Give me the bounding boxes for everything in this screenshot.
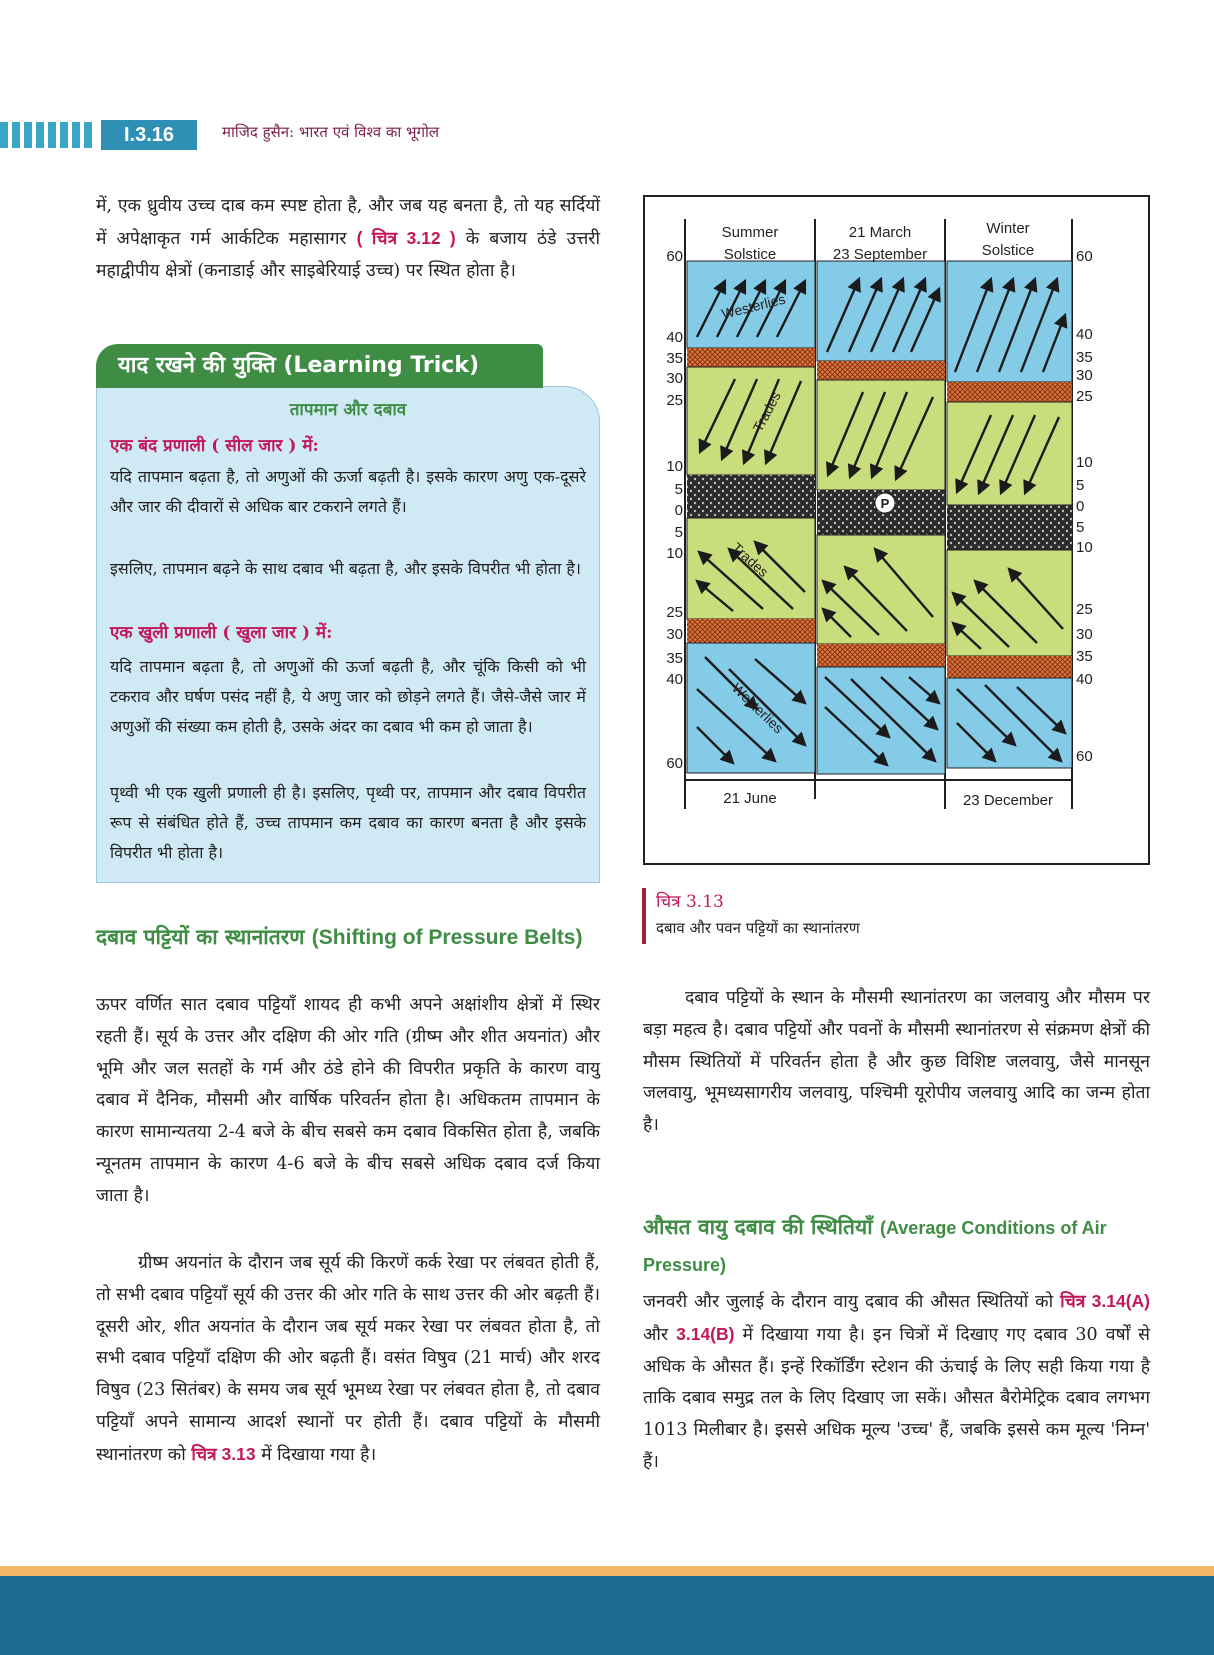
left-tick-3: 30 xyxy=(666,370,683,387)
figure-caption-number: चित्र 3.13 xyxy=(656,892,724,912)
right-tick-6: 5 xyxy=(1076,477,1085,494)
westerlies-belt-north-winter xyxy=(947,261,1072,382)
pole-marker-label: P xyxy=(880,496,890,511)
column-winter-solstice xyxy=(947,261,1072,768)
right-tick-1: 40 xyxy=(1076,326,1093,343)
right-tick-2: 35 xyxy=(1076,349,1093,366)
section-shifting-heading xyxy=(96,921,606,954)
left-tick-12: 35 xyxy=(666,650,683,667)
westerlies-label-north: Westerlies xyxy=(719,290,787,322)
left-tick-7: 0 xyxy=(674,502,683,519)
header-stripe-4 xyxy=(36,122,44,148)
westerlies-label-south: Westerlies xyxy=(728,679,787,737)
left-tick-13: 40 xyxy=(666,671,683,688)
section-shifting-para-1: ऊपर वर्णित सात दबाव पट्टियाँ शायद ही कभी अपने अक्षांशीय क्षेत्रों में स्थिर रहती हैं। सूर्य के उत्तर और दक्षिण की ओर गति (ग्रीष्म और शीत अयनांत) और भूमि और जल सतहों के गर्म और ठंडे होने की विपरीत प्रकृति के कारण वायु दबाव में दैनिक, मौसमी और वार्षिक परिवर्तन होता है। अधिकतम तापमान के कारण सामान्यतया 2-4 बजे के बीच सबसे कम दबाव विकसित होता है, जबकि न्यूनतम तापमान के कारण 4-6 बजे के बीच सबसे अधिक दबाव दर्ज किया जाता है। xyxy=(96,995,600,1206)
figure-ref-3-14b[interactable]: 3.14(B) xyxy=(676,1323,735,1344)
section-average-para-head: जनवरी और जुलाई के दौरान वायु दबाव की औसत स्थितियों को xyxy=(643,1292,1054,1312)
right-tick-4: 25 xyxy=(1076,388,1093,405)
col-title-winter-1: Winter xyxy=(986,220,1030,237)
trades-label-south: Trades xyxy=(728,539,772,581)
left-tick-2: 35 xyxy=(666,350,683,367)
closed-system-para-2: इसलिए, तापमान बढ़ने के साथ दबाव भी बढ़ता है, और इसके विपरीत भी होता है। xyxy=(110,559,581,578)
open-system-para-2: पृथ्वी भी एक खुली प्रणाली ही है। इसलिए, पृथ्वी पर, तापमान और दबाव विपरीत रूप से संबंधित होते हैं, उच्च तापमान कम दबाव का कारण बनता है और इसके विपरीत भी होता है। xyxy=(110,783,586,862)
right-tick-7: 0 xyxy=(1076,498,1085,515)
closed-system-heading: एक बंद प्रणाली ( सील जार ) में: xyxy=(110,436,319,456)
left-tick-1: 40 xyxy=(666,329,683,346)
seasonal-shift-para: दबाव पट्टियों के स्थान के मौसमी स्थानांतरण का जलवायु और मौसम पर बड़ा महत्व है। दबाव पट्टियों और पवनों के मौसमी स्थानांतरण से संक्रमण क्षेत्रों की मौसम स्थितियों में परिवर्तन होता है और कुछ विशिष्ट जलवायु, जैसे मानसून जलवायु, भूमध्यसागरीय जलवायु, पश्चिमी यूरोपीय जलवायु आदि का जन्म होता है। xyxy=(643,988,1150,1136)
header-stripe-7 xyxy=(72,122,80,148)
trades-belt-north-summer xyxy=(687,367,815,475)
high-belt-north-summer xyxy=(687,348,815,367)
learning-trick-title: याद रखने की युक्ति (Learning Trick) xyxy=(96,344,543,388)
high-belt-north-winter xyxy=(947,382,1072,402)
closed-system-para-1: यदि तापमान बढ़ता है, तो अणुओं की ऊर्जा बढ़ती है। इसके कारण अणु एक-दूसरे और जार की दीवारों से अधिक बार टकराने लगते हैं। xyxy=(110,467,586,516)
section-shifting-para-2 xyxy=(96,1248,600,1472)
left-tick-9: 10 xyxy=(666,545,683,562)
col-title-summer-2: Solstice xyxy=(723,246,777,263)
learning-trick-heading: तापमान और दबाव xyxy=(289,400,407,420)
caption-accent-bar xyxy=(642,888,646,944)
high-belt-south-equinox xyxy=(817,644,945,667)
pressure-belts-diagram xyxy=(645,197,1148,863)
section-shifting-para-2-text: ग्रीष्म अयनांत के दौरान जब सूर्य की किरणें कर्क रेखा पर लंबवत होती हैं, तो सभी दबाव पट्टियाँ सूर्य की उत्तर की ओर गति के साथ उत्तर की ओर बढ़ती हैं। दूसरी ओर, शीत अयनांत के दौरान जब सूर्य मकर रेखा पर लंबवत होता है, तो सभी दबाव पट्टियाँ दक्षिण की ओर बढ़ती हैं। वसंत विषुव (21 मार्च) और शरद विषुव (23 सितंबर) के समय जब सूर्य भूमध्य रेखा पर लंबवत होता है, तो दबाव पट्टियाँ अपने सामान्य आदर्श स्थानों पर होती हैं। दबाव पट्टियों के मौसमी स्थानांतरण को xyxy=(96,1253,600,1465)
trades-belt-south-equinox xyxy=(817,535,945,644)
figure-ref-3-13[interactable]: चित्र 3.13 xyxy=(191,1443,256,1464)
footer-accent-line xyxy=(0,1566,1214,1576)
bottom-label-june: 21 June xyxy=(723,790,777,807)
trades-belt-north-equinox xyxy=(817,380,945,490)
left-tick-8: 5 xyxy=(674,524,683,541)
doldrums-winter xyxy=(947,505,1072,550)
bottom-label-december: 23 December xyxy=(962,792,1054,809)
header-stripe-8 xyxy=(84,122,92,148)
right-latitude-ticks xyxy=(1076,248,1093,765)
right-tick-11: 30 xyxy=(1076,626,1093,643)
figure-ref-3-12[interactable]: ( चित्र 3.12 ) xyxy=(356,227,456,248)
figure-caption-text: दबाव और पवन पट्टियों का स्थानांतरण xyxy=(656,919,860,937)
figure-ref-3-14a[interactable]: चित्र 3.14(A) xyxy=(1060,1291,1150,1311)
trades-belt-north-winter xyxy=(947,402,1072,505)
open-system-heading: एक खुली प्रणाली ( खुला जार ) में: xyxy=(110,623,333,643)
page-number: I.3.16 xyxy=(101,120,197,150)
right-tick-13: 40 xyxy=(1076,671,1093,688)
left-tick-14: 60 xyxy=(666,755,683,772)
left-tick-11: 30 xyxy=(666,626,683,643)
section-average-heading-en: (Average Conditions of Air Pressure) xyxy=(643,1218,1107,1275)
col-title-winter-2: Solstice xyxy=(981,242,1035,259)
intro-paragraph xyxy=(96,191,600,287)
intro-tail: के बजाय ठंडे उत्तरी महाद्वीपीय क्षेत्रों (कनाडाई और साइबेरियाई उच्च) पर स्थित होता है। xyxy=(96,228,600,281)
high-belt-south-winter xyxy=(947,656,1072,678)
right-tick-12: 35 xyxy=(1076,648,1093,665)
high-belt-north-equinox xyxy=(817,361,945,380)
intro-text: में, एक ध्रुवीय उच्च दाब कम स्पष्ट होता है, और जब यह बनता है, तो यह सर्दियों में अपेक्षाकृत गर्म आर्कटिक महासागर xyxy=(96,196,600,249)
header-stripe-2 xyxy=(12,122,20,148)
trades-label-north: Trades xyxy=(749,388,784,435)
section-shifting-heading-hi: दबाव पट्टियों का स्थानांतरण xyxy=(96,925,305,949)
doldrums-summer xyxy=(687,475,815,518)
right-tick-9: 10 xyxy=(1076,539,1093,556)
col-title-equinox-2: 23 September xyxy=(832,246,928,263)
header-stripe-6 xyxy=(60,122,68,148)
section-average-para-mid: और xyxy=(643,1324,677,1345)
footer-band xyxy=(0,1576,1214,1655)
left-tick-4: 25 xyxy=(666,392,683,409)
right-tick-0: 60 xyxy=(1076,248,1093,265)
left-tick-10: 25 xyxy=(666,604,683,621)
right-tick-10: 25 xyxy=(1076,601,1093,618)
high-belt-south-summer xyxy=(687,619,815,643)
col-title-summer-1: Summer xyxy=(721,224,779,241)
figure-3-13-frame xyxy=(643,195,1150,865)
right-tick-14: 60 xyxy=(1076,748,1093,765)
right-tick-5: 10 xyxy=(1076,454,1093,471)
right-tick-3: 30 xyxy=(1076,367,1093,384)
header-stripe-5 xyxy=(48,122,56,148)
column-equinox xyxy=(817,261,945,774)
section-average-para xyxy=(643,1286,1150,1479)
header-stripe-1 xyxy=(0,122,8,148)
section-shifting-heading-en: (Shifting of Pressure Belts) xyxy=(311,926,583,949)
westerlies-belt-north-equinox xyxy=(817,261,945,361)
header-stripe-3 xyxy=(24,122,32,148)
open-system-para-1: यदि तापमान बढ़ता है, तो अणुओं की ऊर्जा बढ़ती है, और चूंकि किसी को भी टकराव और घर्षण पसंद नहीं है, ये अणु जार को छोड़ने लगते हैं। जैसे-जैसे जार में अणुओं की संख्या कम होती है, उसके अंदर का दबाव भी कम हो जाता है। xyxy=(110,657,586,736)
section-average-heading-hi: औसत वायु दबाव की स्थितियाँ xyxy=(643,1215,873,1239)
trades-belt-south-winter xyxy=(947,550,1072,656)
left-latitude-ticks xyxy=(666,248,683,772)
left-tick-5: 10 xyxy=(666,458,683,475)
left-tick-0: 60 xyxy=(666,248,683,265)
section-average-heading xyxy=(643,1209,1153,1283)
book-title: माजिद हुसैन: भारत एवं विश्व का भूगोल xyxy=(222,123,440,141)
right-tick-8: 5 xyxy=(1076,519,1085,536)
section-shifting-para-2-tail: में दिखाया गया है। xyxy=(255,1444,377,1465)
col-title-equinox-1: 21 March xyxy=(848,224,912,241)
left-tick-6: 5 xyxy=(674,481,683,498)
section-average-para-tail: में दिखाया गया है। इन चित्रों में दिखाए गए दबाव 30 वर्षों से अधिक के औसत हैं। इन्हें रिकॉर्डिंग स्टेशन की ऊंचाई के लिए सही किया गया है ताकि दबाव समुद्र तल के लिए दिखाए जा सकें। औसत बैरोमेट्रिक दबाव लगभग 1013 मिलीबार है। इससे अधिक मूल्य 'उच्च' हैं, जबकि इससे कम मूल्य 'निम्न' हैं। xyxy=(643,1324,1151,1472)
